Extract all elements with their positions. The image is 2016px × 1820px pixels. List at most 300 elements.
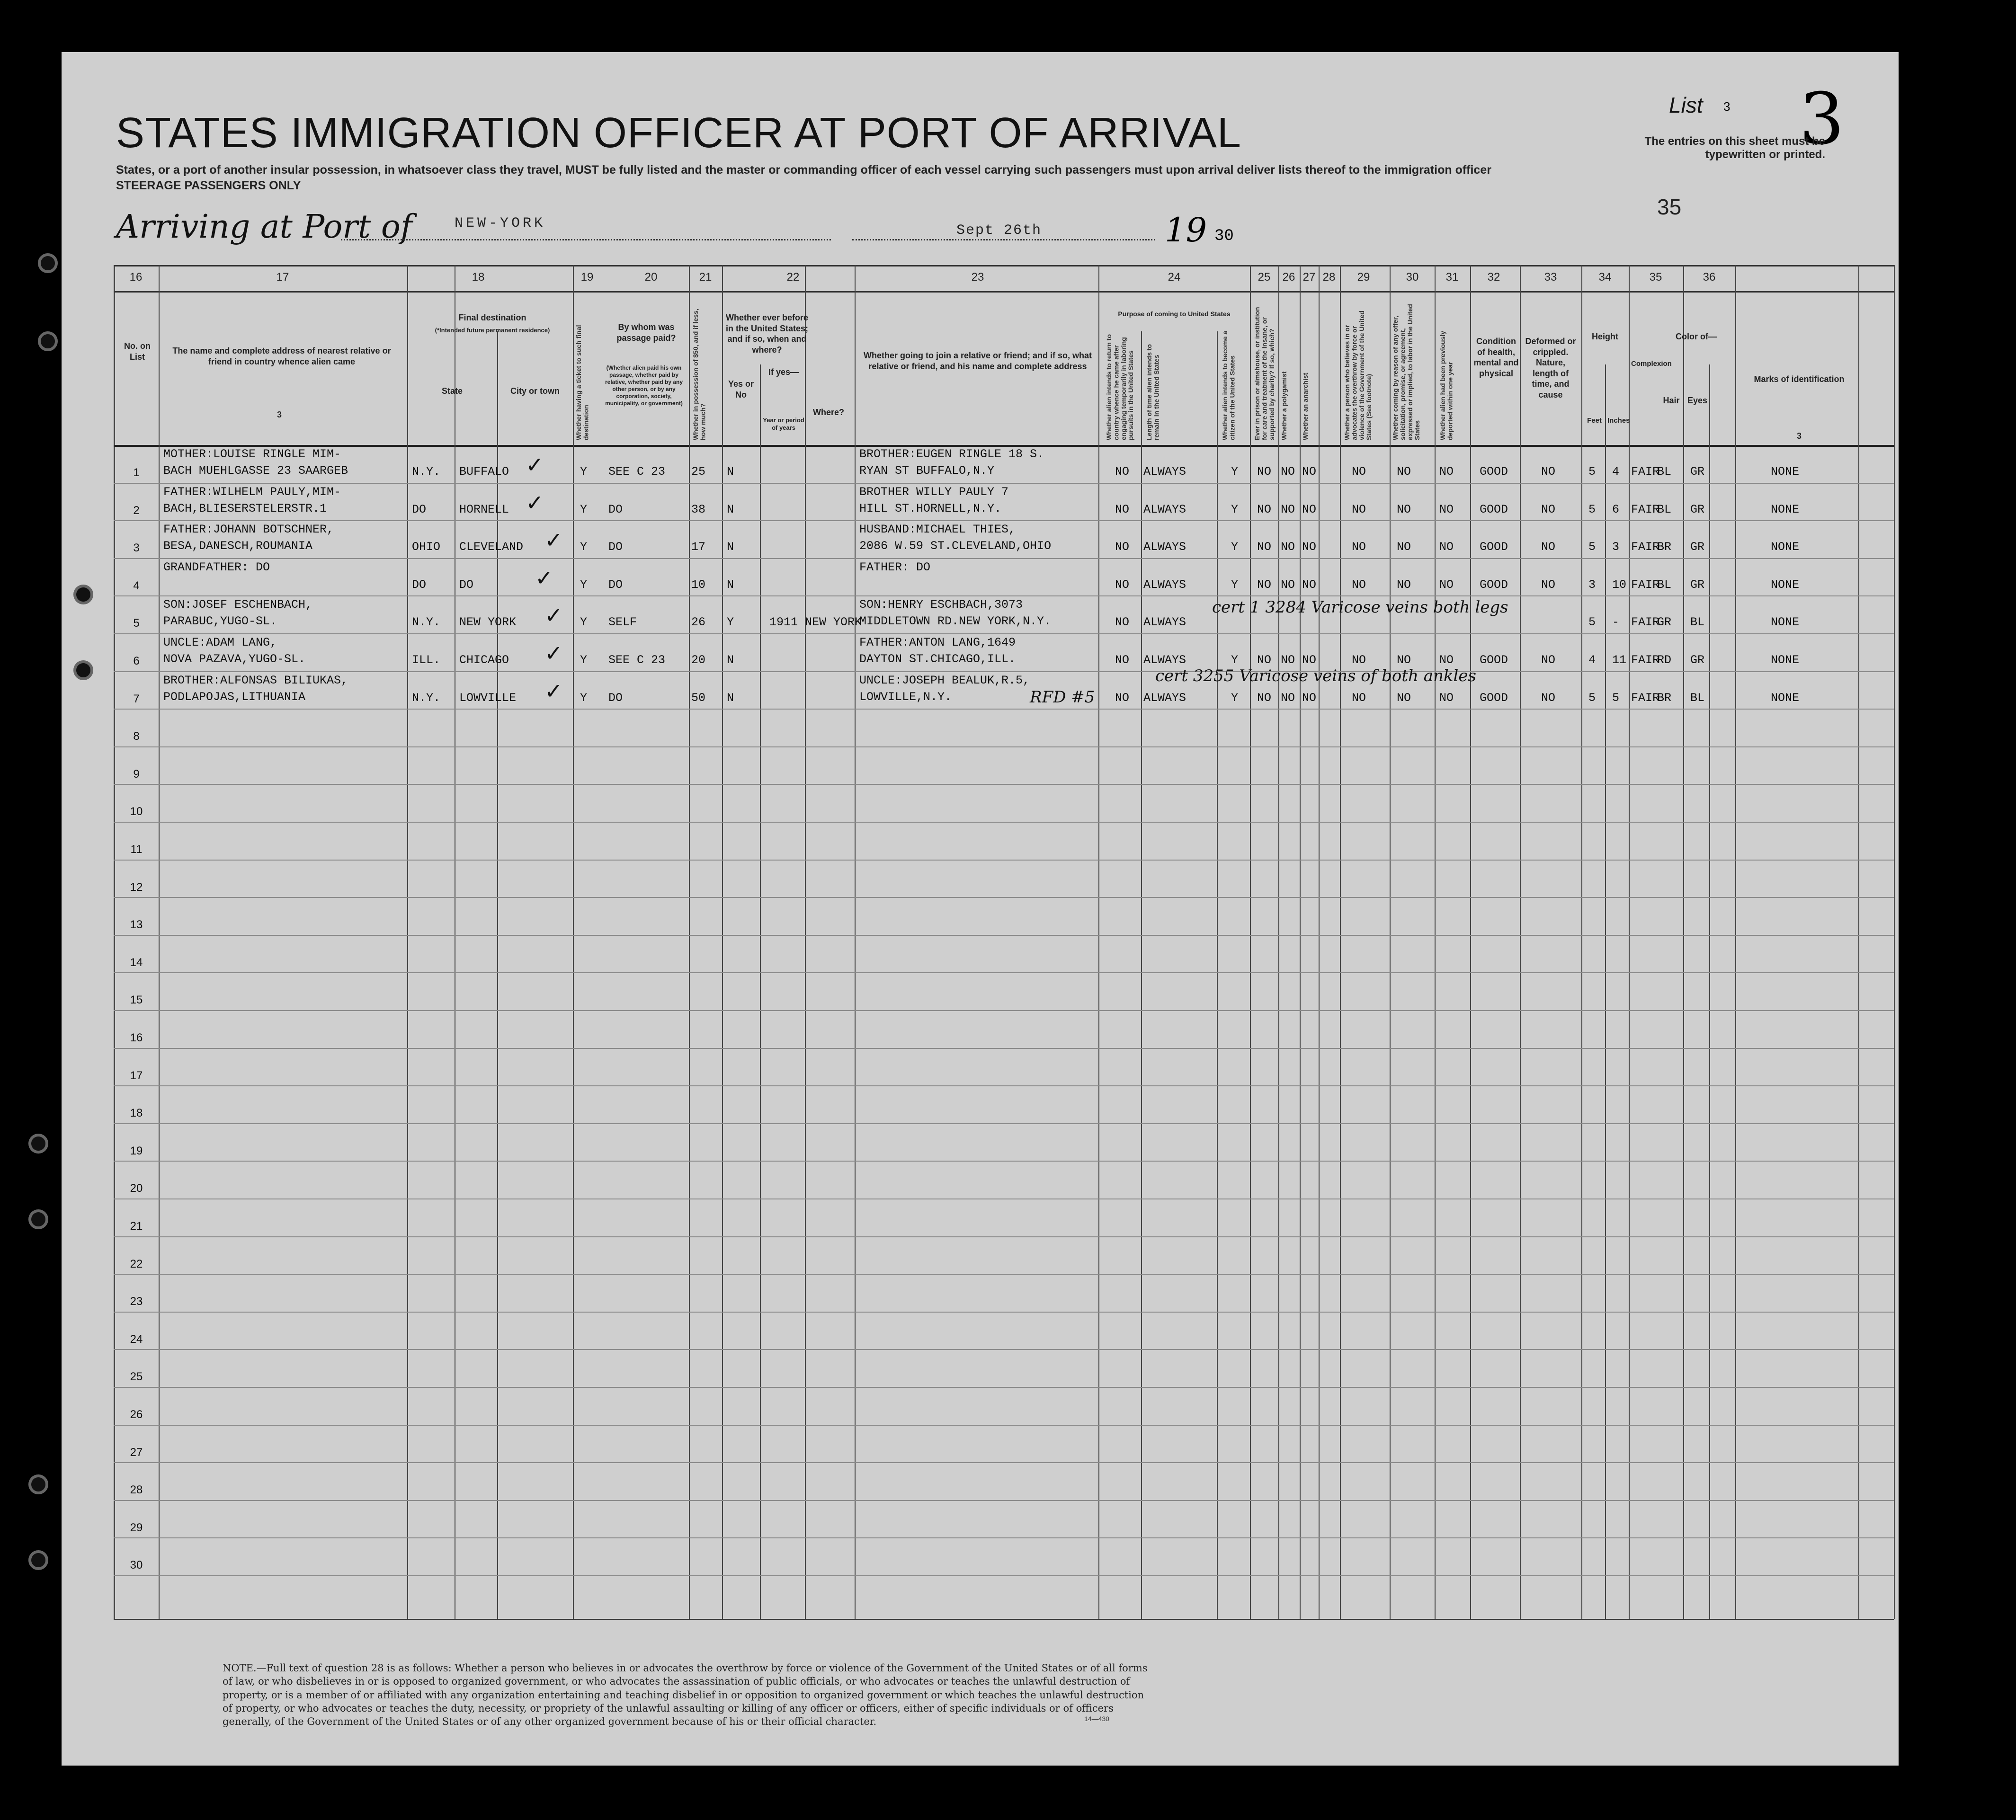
column-number: 21 [699, 271, 712, 284]
column-divider [1319, 265, 1320, 1619]
row-number: 9 [133, 767, 140, 781]
check-mark: ✓ [526, 452, 544, 478]
cell-len: ALWAYS [1143, 577, 1186, 592]
cell-c27: NO [1302, 577, 1317, 592]
cell-state: OHIO [412, 540, 441, 554]
cell-ret: NO [1115, 540, 1130, 554]
cell-before: Y [727, 615, 734, 630]
cell-eyes: BL [1690, 615, 1705, 630]
binder-hole [73, 660, 93, 680]
header-inches: Inches [1607, 417, 1630, 425]
table-border-top [114, 265, 1894, 266]
cell-hair: BR [1657, 540, 1672, 554]
row-number: 4 [133, 579, 140, 592]
joining-line-2: RYAN ST BUFFALO,N.Y [859, 464, 995, 478]
row-rule [114, 1462, 1894, 1463]
header-instructions: States, or a port of another insular possession, in whatsoever class they travel, MUST be fully listed and the master or commanding officer of each vessel carrying such passengers must upon arrival deliver lists thereof to the immigration officer [116, 163, 1491, 177]
row-rule [114, 483, 1894, 484]
header-prison: Ever in prison or almshouse, or institution for care and treatment of the insane, or supported by charity? If so, which? [1253, 307, 1276, 440]
cell-c27: NO [1302, 691, 1317, 705]
column-divider [1340, 265, 1341, 1619]
row-rule [114, 633, 1894, 634]
row-rule [114, 1575, 1894, 1576]
header-deformed: Deformed or crippled. Nature, length of time, and cause [1525, 337, 1576, 400]
cell-c29: NO [1397, 502, 1411, 516]
row-rule [114, 595, 1894, 596]
cell-c30: NO [1439, 502, 1454, 516]
joining-line-1: FATHER:ANTON LANG,1649 [859, 636, 1016, 649]
check-mark: ✓ [544, 603, 563, 629]
cell-before: N [727, 653, 734, 667]
cell-paid: SEE C 23 [608, 465, 666, 479]
joining-line-2: LOWVILLE,N.Y. [859, 690, 952, 704]
column-number: 19 [580, 271, 594, 284]
cell-health: GOOD [1480, 502, 1508, 516]
cell-c30: NO [1439, 540, 1454, 554]
row-rule [114, 1425, 1894, 1426]
header-feet: Feet [1587, 417, 1602, 425]
header-marks: Marks of identification [1754, 374, 1845, 384]
row-number: 1 [133, 466, 140, 479]
cell-ft: 5 [1588, 615, 1596, 630]
cell-ft: 4 [1588, 653, 1596, 667]
cell-paid: DO [608, 691, 623, 705]
row-number: 28 [130, 1483, 143, 1497]
row-rule [114, 709, 1894, 710]
cell-state: DO [412, 577, 427, 592]
column-number: 30 [1406, 271, 1419, 284]
relative-line-1: SON:JOSEF ESCHENBACH, [163, 598, 313, 612]
binder-hole [38, 331, 58, 351]
cell-deformed: NO [1541, 465, 1556, 479]
cell-cmp: FAIR [1631, 691, 1660, 705]
cell-c26: NO [1281, 540, 1295, 554]
header-joining: Whether going to join a relative or friend; and if so, what relative or friend, and his name and complete address [863, 351, 1092, 371]
row-rule [114, 860, 1894, 861]
cell-city: CHICAGO [459, 653, 509, 667]
cell-money: 50 [691, 691, 706, 705]
row-number: 24 [130, 1332, 143, 1346]
cell-in: 6 [1612, 502, 1620, 516]
year-suffix: 30 [1214, 227, 1234, 245]
cell-c28: NO [1352, 502, 1366, 516]
relative-line-1: UNCLE:ADAM LANG, [163, 636, 277, 649]
check-mark: ✓ [526, 489, 544, 515]
header-relative: The name and complete address of nearest relative or friend in country whence alien came [172, 346, 391, 366]
joining-line-1: BROTHER WILLY PAULY 7 [859, 485, 1009, 499]
relative-line-2: PODLAPOJAS,LITHUANIA [163, 690, 306, 704]
cell-c25: NO [1257, 540, 1272, 554]
binder-hole [28, 1209, 48, 1229]
row-number: 6 [133, 655, 140, 667]
cell-ticket: Y [580, 540, 588, 554]
cell-cmp: FAIR [1631, 577, 1660, 592]
cell-money: 38 [691, 502, 706, 516]
row-number: 25 [130, 1370, 143, 1384]
cell-cit: Y [1231, 577, 1239, 592]
column-number: 23 [971, 271, 984, 284]
cell-state: ILL. [412, 653, 441, 667]
header-city: City or town [510, 386, 560, 396]
page-title: STATES IMMIGRATION OFFICER AT PORT OF ARRIVAL [116, 109, 1241, 157]
cell-before: N [727, 691, 734, 705]
column-divider [1300, 265, 1301, 1619]
column-divider [689, 265, 690, 1619]
row-rule [114, 520, 1894, 521]
row-number: 2 [133, 504, 140, 517]
cell-eyes: GR [1690, 653, 1705, 667]
header-passage-note: (Whether alien paid his own passage, whether paid by relative, whether paid by any other person, or by any corporation, society, municipality, or government) [605, 364, 683, 407]
column-number: 18 [472, 271, 485, 284]
column-number-rule [114, 291, 1894, 293]
cell-cmp: FAIR [1631, 653, 1660, 667]
row-rule [114, 1274, 1894, 1275]
handwritten-annotation-row7: cert 3255 Varicose veins of both ankles [1155, 666, 1476, 685]
joining-line-2: DAYTON ST.CHICAGO,ILL. [859, 652, 1016, 666]
header-if-yes: If yes— [768, 367, 799, 377]
relative-line-1: FATHER:WILHELM PAULY,MIM- [163, 485, 341, 499]
cell-in: 4 [1612, 465, 1620, 479]
header-purpose-b: Length of time alien intends to remain in the United States [1145, 344, 1160, 440]
binder-hole [28, 1550, 48, 1570]
column-number: 36 [1703, 271, 1716, 284]
header-ticket: Whether having a ticket to such final destination [575, 325, 590, 440]
cell-ret: NO [1115, 502, 1130, 516]
cell-marks: NONE [1771, 577, 1800, 592]
cell-marks: NONE [1771, 615, 1800, 630]
binder-hole [73, 585, 93, 604]
cell-state: N.Y. [412, 615, 441, 630]
cell-yr: 1911 [769, 615, 798, 630]
cell-state: DO [412, 502, 427, 516]
cell-city: HORNELL [459, 502, 509, 516]
cell-money: 20 [691, 653, 706, 667]
cell-ticket: Y [580, 502, 588, 516]
cell-eyes: GR [1690, 540, 1705, 554]
typewritten-note: The entries on this sheet must be typewritten or printed. [1644, 135, 1825, 161]
row-number: 30 [130, 1559, 143, 1572]
handwritten-rfd: RFD #5 [1030, 687, 1095, 707]
cell-deformed: NO [1541, 502, 1556, 516]
row-number: 12 [130, 880, 143, 894]
cell-health: GOOD [1480, 540, 1508, 554]
header-polygamist: Whether a polygamist [1280, 371, 1288, 440]
port-line [341, 239, 831, 240]
row-rule [114, 784, 1894, 785]
cell-ft: 5 [1588, 465, 1596, 479]
list-value: 3 [1723, 99, 1731, 114]
row-rule [114, 1537, 1894, 1538]
row-rule [114, 935, 1894, 936]
cell-hair: RD [1657, 653, 1672, 667]
joining-line-1: SON:HENRY ESCHBACH,3073 [859, 598, 1023, 612]
header-state: State [441, 386, 463, 396]
row-rule [114, 1085, 1894, 1086]
cell-c28: NO [1352, 465, 1366, 479]
header-q29: Whether coming by reason of any offer, solicitation, promise, or agreement, expressed or implied, to labor in the United States [1392, 304, 1421, 440]
cell-c28: NO [1352, 540, 1366, 554]
cell-city: CLEVELAND [459, 540, 524, 554]
cell-money: 25 [691, 465, 706, 479]
subcolumn-divider [1709, 364, 1710, 1619]
joining-line-1: BROTHER:EUGEN RINGLE 18 S. [859, 447, 1044, 461]
cell-ticket: Y [580, 691, 588, 705]
column-divider [1278, 265, 1279, 1619]
cell-ret: NO [1115, 691, 1130, 705]
cell-city: DO [459, 577, 474, 592]
row-number: 29 [130, 1521, 143, 1534]
header-no-on-list: No. on List [124, 341, 151, 362]
cell-c28: NO [1352, 577, 1366, 592]
row-rule [114, 1010, 1894, 1011]
row-number: 21 [130, 1220, 143, 1233]
cell-paid: SEE C 23 [608, 653, 666, 667]
cell-in: - [1612, 615, 1620, 630]
cell-len: ALWAYS [1143, 465, 1186, 479]
column-divider [1683, 265, 1684, 1619]
column-divider [1470, 265, 1471, 1619]
column-number: 22 [786, 271, 800, 284]
subcolumn-divider [497, 331, 498, 1619]
date-line [852, 239, 1155, 240]
check-mark: ✓ [535, 565, 553, 591]
cell-deformed: NO [1541, 540, 1556, 554]
cell-in: 10 [1612, 577, 1627, 592]
header-health: Condition of health, mental and physical [1473, 337, 1519, 378]
column-divider [1858, 265, 1859, 1619]
cell-health: GOOD [1480, 653, 1508, 667]
joining-line-1: FATHER: DO [859, 560, 931, 574]
row-number: 27 [130, 1446, 143, 1459]
table-border-right [1894, 265, 1895, 1619]
cell-deformed: NO [1541, 653, 1556, 667]
relative-line-2: NOVA PAZAVA,YUGO-SL. [163, 652, 306, 666]
header-purpose-c: Whether alien intends to become a citizen of the United States [1221, 330, 1236, 440]
cell-marks: NONE [1771, 465, 1800, 479]
cell-ft: 3 [1588, 577, 1596, 592]
cell-ft: 5 [1588, 502, 1596, 516]
header-purpose-a: Whether alien intends to return to country whence he came after engaging temporarily in laboring pursuits in the United States [1105, 334, 1135, 440]
cell-len: ALWAYS [1143, 653, 1186, 667]
footnote: NOTE.—Full text of question 28 is as follows: Whether a person who believes in or advocates the overthrow by force or violence of the Government of the United States or of all forms of law, or who disbelieves in or is opposed to organized government, or who advocates the assassination of public officials, or who advocates or teaches the unlawful destruction of property, or is a member of or affiliated with any organization entertaining and teaching disbelief in or opposition to organized government or which teaches the unlawful destruction of property, or who advocates or teaches the duty, necessity, or propriety of the unlawful assaulting or killing of any officer or officers, either of specific individuals or of officers generally, of the Government of the United States or of any other organized government because of his or their official character. [223, 1662, 1148, 1728]
row-rule [114, 1048, 1894, 1049]
cell-hair: GR [1657, 615, 1672, 630]
cell-len: ALWAYS [1143, 540, 1186, 554]
relative-line-1: GRANDFATHER: DO [163, 560, 270, 574]
column-divider [805, 265, 806, 1619]
cell-health: GOOD [1480, 577, 1508, 592]
port-value: NEW-YORK [455, 215, 546, 231]
cell-hair: BR [1657, 691, 1672, 705]
cell-deformed: NO [1541, 691, 1556, 705]
cell-c29: NO [1397, 577, 1411, 592]
subcolumn-divider [1141, 331, 1142, 1619]
cell-marks: NONE [1771, 691, 1800, 705]
column-divider [855, 265, 856, 1619]
row-rule [114, 746, 1894, 747]
check-mark: ✓ [544, 640, 563, 666]
header-anarchist: Whether an anarchist [1302, 373, 1309, 440]
cell-health: GOOD [1480, 691, 1508, 705]
year-prefix: 19 [1165, 211, 1207, 249]
cell-c26: NO [1281, 577, 1295, 592]
cell-paid: SELF [608, 615, 637, 630]
cell-c25: NO [1257, 691, 1272, 705]
cell-c29: NO [1397, 691, 1411, 705]
cell-eyes: BL [1690, 691, 1705, 705]
row-number: 10 [130, 805, 143, 818]
cell-ft: 5 [1588, 691, 1596, 705]
column-divider [722, 265, 723, 1619]
cell-ret: NO [1115, 653, 1130, 667]
relative-line-2: PARABUC,YUGO-SL. [163, 614, 277, 629]
relative-line-2: BACH MUEHLGASSE 23 SAARGEB [163, 464, 348, 478]
row-number: 19 [130, 1144, 143, 1157]
header-final-destination: Final destination [458, 313, 526, 322]
column-number: 24 [1168, 271, 1181, 284]
cell-ret: NO [1115, 615, 1130, 630]
cell-c25: NO [1257, 465, 1272, 479]
cell-state: N.Y. [412, 465, 441, 479]
row-rule [114, 1312, 1894, 1313]
column-divider [407, 265, 408, 1619]
cell-c30: NO [1439, 465, 1454, 479]
subcolumn-divider [760, 364, 761, 1619]
cell-city: LOWVILLE [459, 691, 517, 705]
cell-len: ALWAYS [1143, 691, 1186, 705]
cell-marks: NONE [1771, 540, 1800, 554]
cell-cit: Y [1231, 465, 1239, 479]
cell-c26: NO [1281, 691, 1295, 705]
row-number: 11 [130, 843, 143, 856]
cell-len: ALWAYS [1143, 502, 1186, 516]
cell-c30: NO [1439, 577, 1454, 592]
cell-ft: 5 [1588, 540, 1596, 554]
joining-line-2: MIDDLETOWN RD.NEW YORK,N.Y. [859, 614, 1052, 629]
cell-hair: BL [1657, 465, 1672, 479]
relative-line-1: MOTHER:LOUISE RINGLE MIM- [163, 447, 341, 461]
cell-c27: NO [1302, 465, 1317, 479]
cell-c28: NO [1352, 691, 1366, 705]
column-divider [1629, 265, 1630, 1619]
column-number: 27 [1302, 271, 1316, 284]
row-number: 18 [130, 1107, 143, 1120]
column-divider [1735, 265, 1736, 1619]
column-number: 32 [1487, 271, 1500, 284]
handwritten-annotation-row5: cert 1 3284 Varicose veins both legs [1212, 598, 1508, 617]
cell-c27: NO [1302, 653, 1317, 667]
joining-line-2: 2086 W.59 ST.CLEVELAND,OHIO [859, 539, 1052, 553]
cell-c29: NO [1397, 465, 1411, 479]
cell-in: 3 [1612, 540, 1620, 554]
header-hair: Hair [1663, 396, 1680, 405]
column-number: 26 [1282, 271, 1295, 284]
row-number: 22 [130, 1257, 143, 1270]
cell-c30: NO [1439, 653, 1454, 667]
header-money: Whether in possession of $50, and if less, how much? [692, 309, 707, 440]
column-number: 16 [129, 271, 143, 284]
joining-line-2: HILL ST.HORNELL,N.Y. [859, 501, 1002, 515]
cell-ticket: Y [580, 653, 588, 667]
column-number: 34 [1598, 271, 1612, 284]
cell-c26: NO [1281, 502, 1295, 516]
row-number: 8 [133, 730, 140, 743]
column-divider [1435, 265, 1436, 1619]
row-rule [114, 1500, 1894, 1501]
cell-where: NEW YORK [805, 615, 862, 630]
cell-c27: NO [1302, 502, 1317, 516]
cell-ticket: Y [580, 577, 588, 592]
row-number: 17 [130, 1069, 143, 1082]
cell-len: ALWAYS [1143, 615, 1186, 630]
row-number: 13 [130, 918, 143, 932]
header-q30: Whether alien had been previously deported within one year [1439, 330, 1454, 440]
row-number: 23 [130, 1295, 143, 1308]
cell-c26: NO [1281, 653, 1295, 667]
cell-c25: NO [1257, 502, 1272, 516]
column-divider [573, 265, 574, 1619]
cell-c29: NO [1397, 653, 1411, 667]
joining-line-1: HUSBAND:MICHAEL THIES, [859, 523, 1016, 537]
row-rule [114, 1123, 1894, 1124]
cell-c25: NO [1257, 577, 1272, 592]
check-mark: ✓ [544, 527, 563, 553]
row-rule [114, 897, 1894, 898]
column-divider [1390, 265, 1391, 1619]
column-number: 35 [1649, 271, 1662, 284]
header-color-of: Color of— [1676, 332, 1717, 341]
cell-before: N [727, 577, 734, 592]
column-number: 25 [1258, 271, 1271, 284]
cell-cmp: FAIR [1631, 615, 1660, 630]
cell-ticket: Y [580, 615, 588, 630]
row-rule [114, 1161, 1894, 1162]
header-height: Height [1592, 332, 1618, 341]
cell-ret: NO [1115, 577, 1130, 592]
column-number: 33 [1544, 271, 1557, 284]
cell-marks: NONE [1771, 653, 1800, 667]
cell-cit: Y [1231, 691, 1239, 705]
cell-c26: NO [1281, 465, 1295, 479]
column-divider [1581, 265, 1582, 1619]
header-eyes: Eyes [1687, 396, 1708, 405]
cell-cit: Y [1231, 502, 1239, 516]
date-value: Sept 26th [956, 222, 1042, 239]
header-marks-sub: 3 [1796, 431, 1802, 441]
column-number: 31 [1445, 271, 1459, 284]
row-rule [114, 1236, 1894, 1237]
row-number: 16 [130, 1031, 143, 1044]
cell-money: 17 [691, 540, 706, 554]
header-q28: Whether a person who believes in or advocates the overthrow by force or violence of the Government of the United States (See footnote) [1343, 311, 1373, 440]
cell-c29: NO [1397, 540, 1411, 554]
header-yes-no: Yes or No [728, 379, 754, 400]
cell-money: 10 [691, 577, 706, 592]
row-number: 7 [133, 692, 140, 705]
row-rule [114, 1387, 1894, 1388]
row-number: 15 [130, 994, 143, 1007]
column-divider [1520, 265, 1521, 1619]
cell-eyes: GR [1690, 577, 1705, 592]
cell-money: 26 [691, 615, 706, 630]
steerage-label: STEERAGE PASSENGERS ONLY [116, 179, 301, 192]
form-number: 14—430 [1084, 1715, 1109, 1722]
relative-line-2: BESA,DANESCH,ROUMANIA [163, 539, 313, 553]
row-number: 14 [130, 956, 143, 969]
subcolumn-divider [1217, 331, 1218, 1619]
cell-cmp: FAIR [1631, 540, 1660, 554]
cell-eyes: GR [1690, 465, 1705, 479]
